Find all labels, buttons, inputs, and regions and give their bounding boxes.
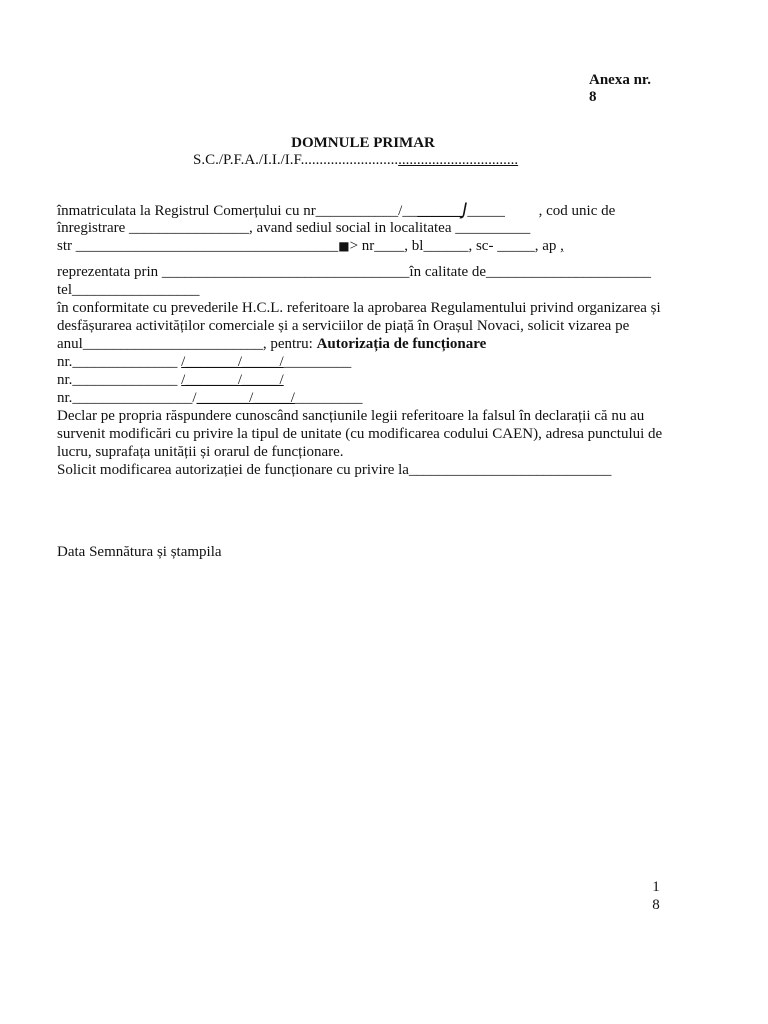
date-signature-line: Data Semnătura și ștampila <box>57 544 222 560</box>
number-3-slashes: _______/_____/ <box>196 390 295 406</box>
address-fields: > nr____, bl______, sc- _____, ap <box>349 238 561 254</box>
number-1-tail: _________ <box>283 354 352 370</box>
address-comma: , <box>560 238 564 254</box>
page-number-line-2: 8 <box>652 897 660 913</box>
number-2-slashes: /_______/_____/ <box>181 372 284 388</box>
annex-line-1: Anexa nr. <box>589 72 651 88</box>
number-3-tail: _________ <box>294 390 363 406</box>
compliance-text: în conformitate cu prevederile H.C.L. referitoare la aprobarea Regulamentului privind organizarea și desfășurarea activităților comerciale și a serviciilor de piață în Orașul Novaci, solicit vizarea pe anul________________________, pentru: <box>57 300 661 352</box>
authorization-label: Autorizația de funcționare <box>316 336 487 352</box>
street-field: str ___________________________________ <box>57 238 339 254</box>
number-line-3 <box>57 389 677 407</box>
registration-tail: _____ <box>467 203 505 219</box>
phone-line: tel_________________ <box>57 282 200 298</box>
number-1-slashes: /_______/_____/ <box>181 354 284 370</box>
cui-label: , cod unic de <box>504 203 616 219</box>
compliance-paragraph <box>57 299 677 353</box>
annex-line-2: 8 <box>589 89 597 105</box>
entity-dots: ................................ <box>398 152 519 168</box>
request-line: Solicit modificarea autorizației de funcționare cu privire la___________________________ <box>57 462 612 478</box>
number-3-field: nr.________________/ <box>57 390 197 406</box>
page-number-line-1: 1 <box>652 879 660 895</box>
page-number <box>646 878 666 914</box>
number-line-1 <box>57 353 677 371</box>
form-body <box>57 201 677 479</box>
document-title: DOMNULE PRIMAR <box>291 135 435 151</box>
number-2-field: nr.______________ <box>57 372 182 388</box>
declaration-paragraph: Declar pe propria răspundere cunoscând sancțiunile legii referitoare la falsul în declarații că nu au survenit modificări cu privire la tipul de unitate (cu modificarea codului CAEN), adresa punctului de lucru, suprafața unității și orarul de funcționare. <box>57 408 663 460</box>
registration-line <box>57 201 677 219</box>
registration-j-letter: J <box>462 200 468 220</box>
registration-number-text: înmatriculata la Registrul Comerțului cu nr___________/__ <box>57 203 418 219</box>
annex-label <box>589 72 679 106</box>
number-1-field: nr.______________ <box>57 354 182 370</box>
entity-prefix: S.C./P.F.A./I.I./I.F.......................... <box>193 152 399 168</box>
entity-type-line <box>193 151 518 169</box>
address-line <box>57 237 677 255</box>
number-line-2 <box>57 371 677 389</box>
square-bullet-icon: ■ <box>338 239 350 253</box>
representative-line: reprezentata prin _________________________________în calitate de______________________ <box>57 264 652 280</box>
headquarters-line: înregistrare ________________, avand sediul social in localitatea __________ <box>57 220 531 236</box>
registration-underline: ______ <box>417 203 463 219</box>
